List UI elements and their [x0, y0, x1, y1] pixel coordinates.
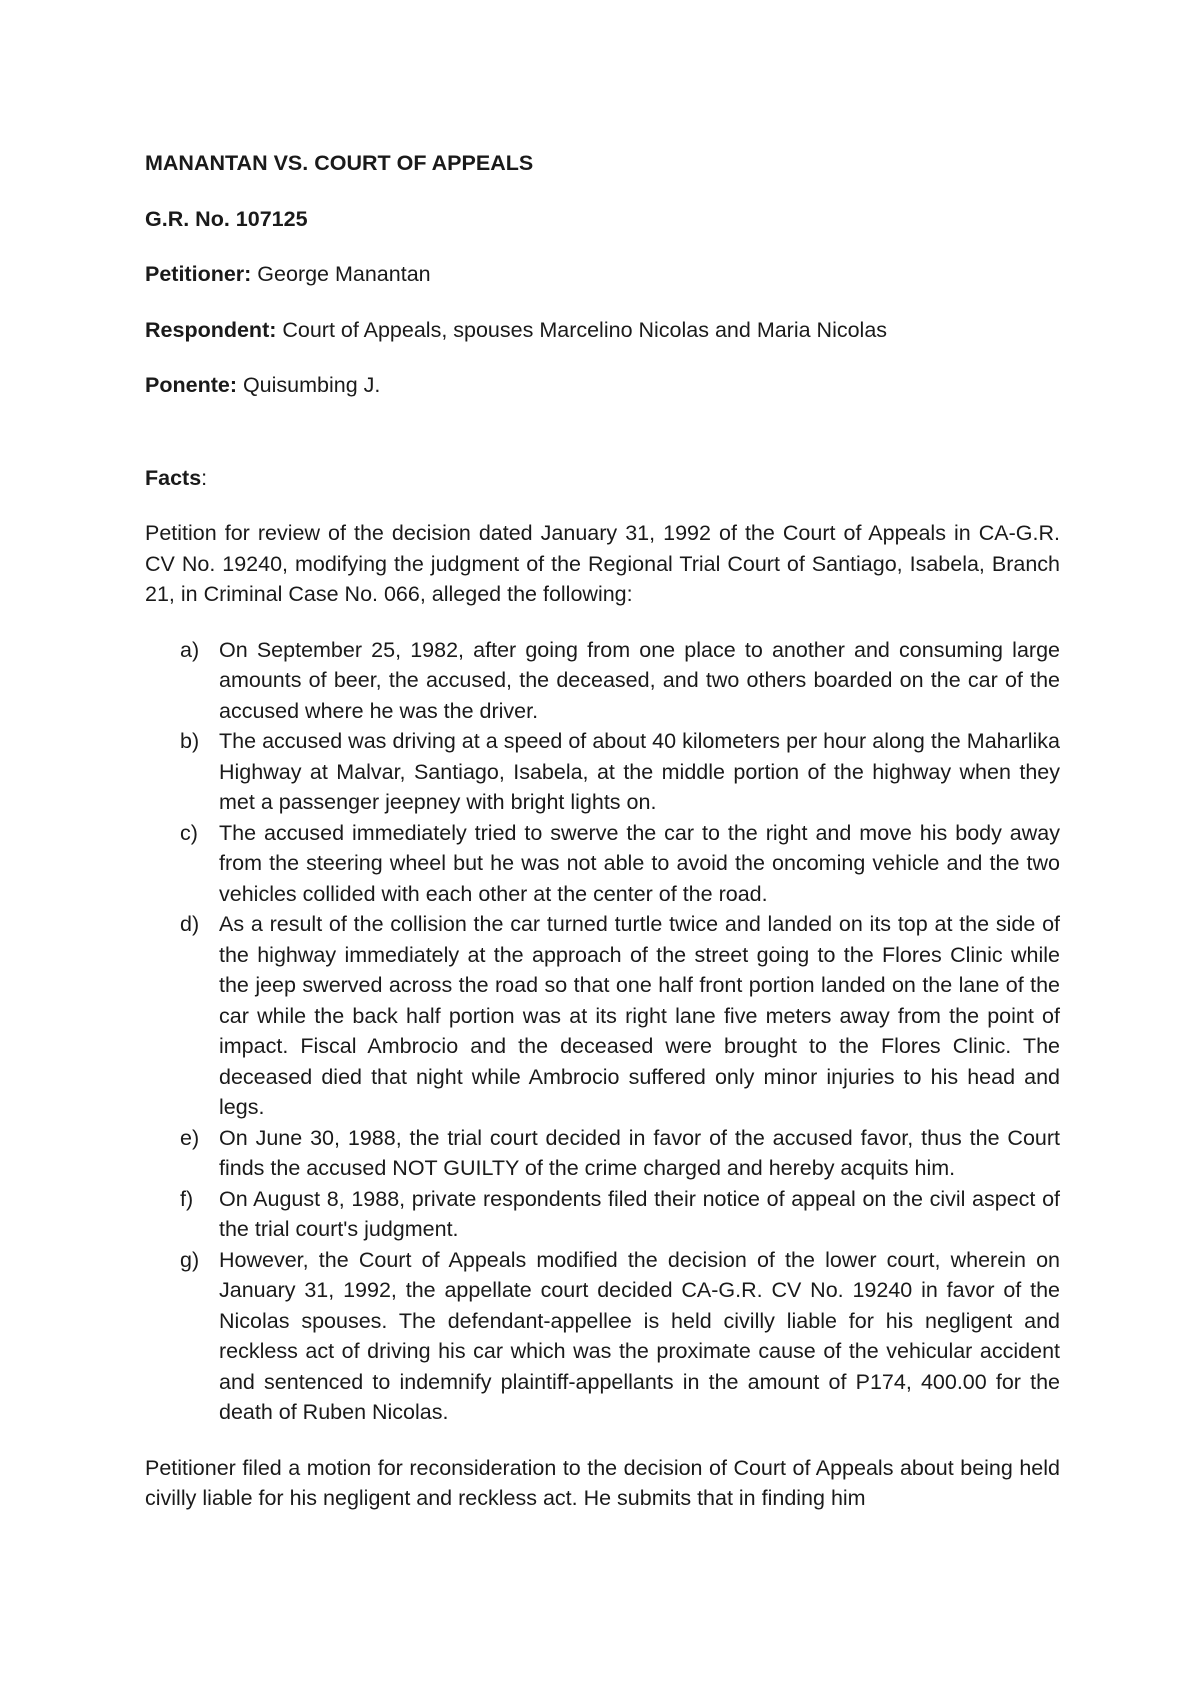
list-marker: c): [180, 820, 198, 845]
list-item-text: As a result of the collision the car turned turtle twice and landed on its top at the side of the highway immediately at the approach of the street going to the Flores Clinic while the jeep swerved across the road so that one half front portion landed on the lane of the car while the back half portion was at its right lane five meters away from the point of impact. Fiscal Ambrocio and the deceased were brought to the Flores Clinic. The deceased died that night while Ambrocio suffered only minor injuries to his head and legs.: [219, 912, 1060, 1119]
list-item: [145, 1245, 1060, 1428]
list-marker: b): [180, 729, 200, 753]
ponente-line: [145, 370, 1060, 401]
gr-number: G.R. No. 107125: [145, 206, 308, 231]
facts-heading-colon: :: [201, 465, 208, 490]
list-item-text: On August 8, 1988, private respondents filed their notice of appeal on the civil aspect of the trial court's judgment.: [219, 1186, 1060, 1241]
list-marker: g): [180, 1247, 200, 1272]
list-item-text: On June 30, 1988, the trial court decided in favor of the accused favor, thus the Court finds the accused NOT GUILTY of the crime charged and hereby acquits him.: [219, 1125, 1060, 1180]
document-page: [145, 148, 1060, 1539]
list-item: [145, 1123, 1060, 1184]
respondent-label: Respondent:: [145, 317, 277, 342]
list-marker: d): [180, 912, 200, 936]
respondent-line: [145, 315, 1060, 346]
list-marker: e): [180, 1125, 200, 1150]
list-item: [145, 818, 1060, 910]
list-marker: a): [180, 637, 200, 662]
facts-closing: Petitioner filed a motion for reconsideration to the decision of Court of Appeals about being held civilly liable for his negligent and reckless act. He submits that in finding him: [145, 1455, 1060, 1510]
list-item-text: The accused immediately tried to swerve the car to the right and move his body away from the steering wheel but he was not able to avoid the oncoming vehicle and the two vehicles collided with each other at the center of the road.: [219, 820, 1060, 906]
petitioner-label: Petitioner:: [145, 262, 252, 286]
ponente-label: Ponente:: [145, 373, 237, 397]
petitioner-value: George Manantan: [251, 262, 431, 286]
list-item-text: However, the Court of Appeals modified the decision of the lower court, wherein on January 31, 1992, the appellate court decided CA-G.R. CV No. 19240 in favor of the Nicolas spouses. The defendant-appellee is held civilly liable for his negligent and reckless act of driving his car which was the proximate cause of the vehicular accident and sentenced to indemnify plaintiff-appellants in the amount of P174, 400.00 for the death of Ruben Nicolas.: [219, 1247, 1060, 1424]
list-item: [145, 726, 1060, 818]
list-item: [145, 635, 1060, 727]
facts-intro: Petition for review of the decision dated January 31, 1992 of the Court of Appeals in CA-G.R. CV No. 19240, modifying the judgment of the Regional Trial Court of Santiago, Isabela, Branch 21, in Criminal Case No. 066, alleged the following:: [145, 521, 1060, 606]
list-item: [145, 909, 1060, 1123]
list-item: [145, 1184, 1060, 1245]
list-item-text: On September 25, 1982, after going from one place to another and consuming large amounts of beer, the accused, the deceased, and two others boarded on the car of the accused where he was the driver.: [219, 637, 1060, 723]
facts-list: [145, 635, 1060, 1428]
list-item-text: The accused was driving at a speed of about 40 kilometers per hour along the Maharlika Highway at Malvar, Santiago, Isabela, at the middle portion of the highway when they met a passenger jeepney with bright lights on.: [219, 729, 1060, 814]
facts-heading: [145, 463, 1060, 494]
list-marker: f): [180, 1186, 194, 1211]
case-title: MANANTAN VS. COURT OF APPEALS: [145, 151, 534, 175]
petitioner-line: [145, 259, 1060, 290]
facts-heading-label: Facts: [145, 465, 202, 490]
respondent-value: Court of Appeals, spouses Marcelino Nicolas and Maria Nicolas: [276, 317, 888, 342]
ponente-value: Quisumbing J.: [236, 373, 381, 397]
